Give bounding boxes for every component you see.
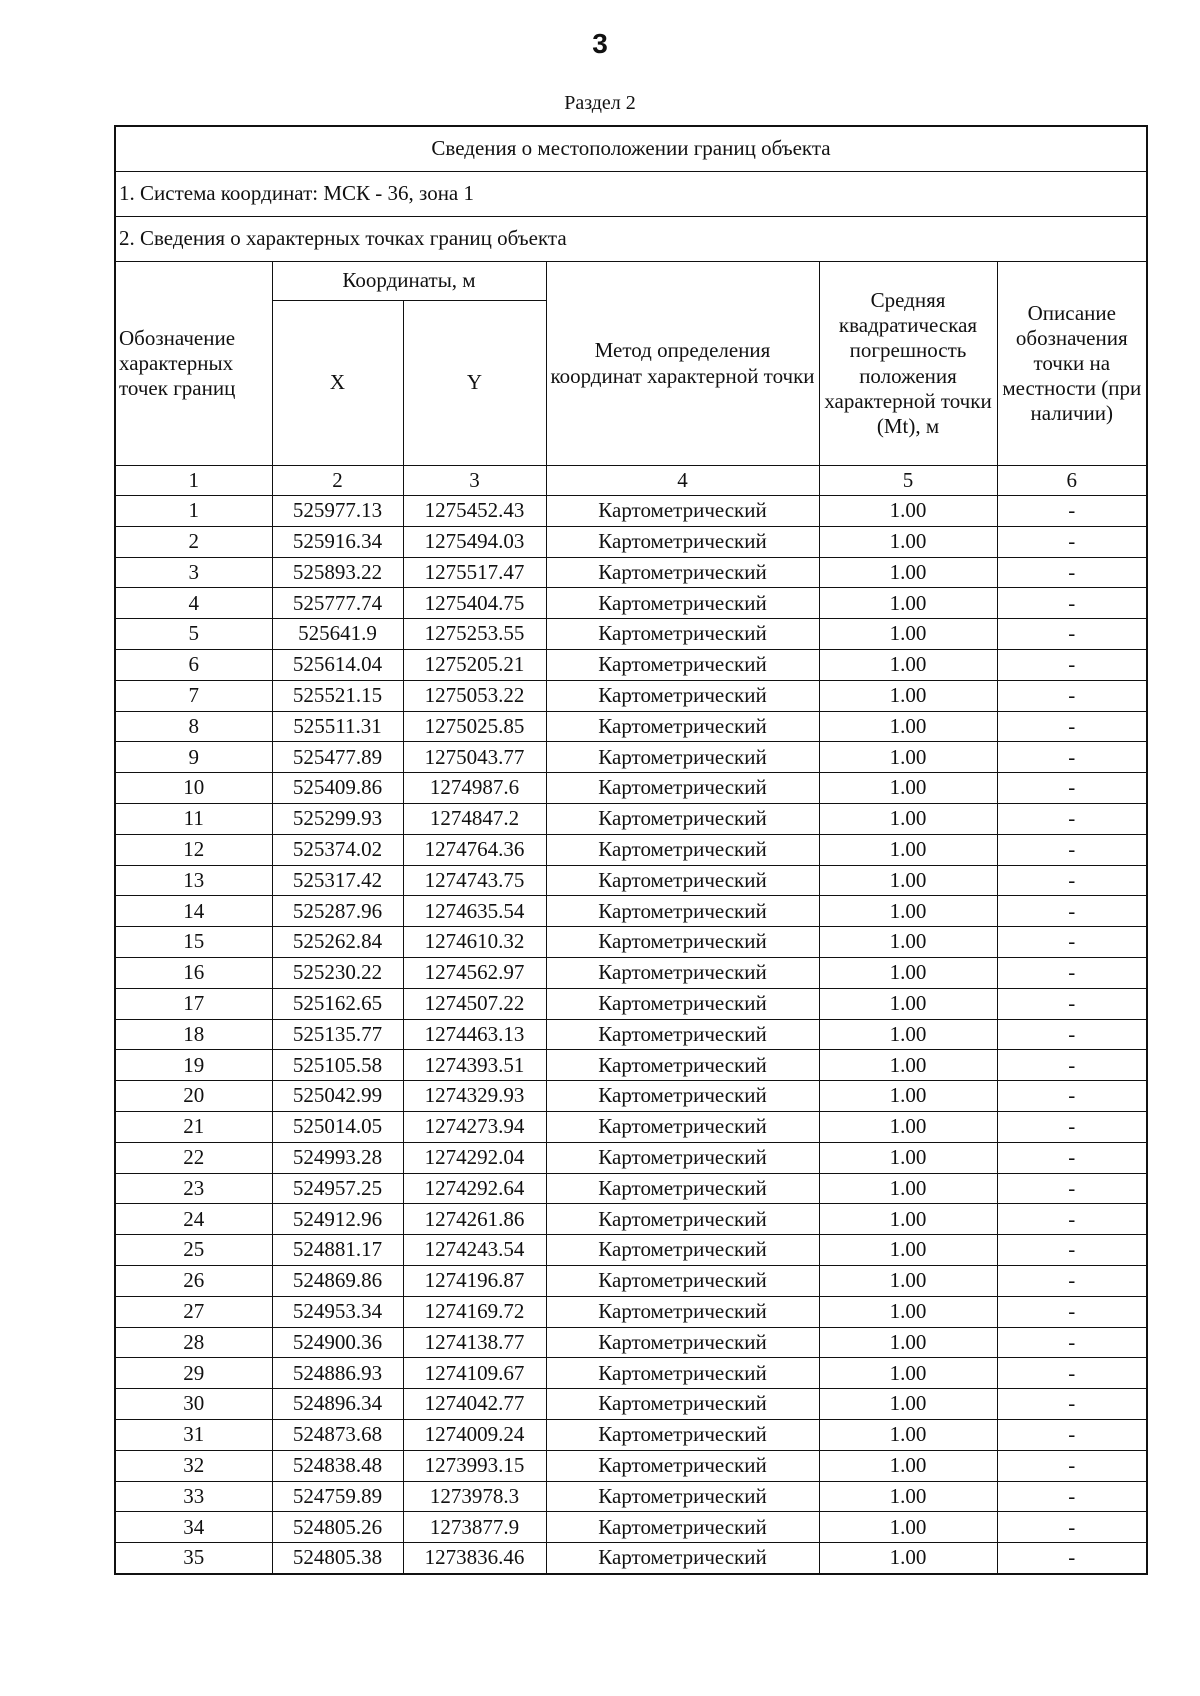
method-cell: Картометрический (546, 896, 819, 927)
method-cell: Картометрический (546, 834, 819, 865)
table-row (115, 927, 1147, 958)
error-cell: 1.00 (819, 711, 997, 742)
x-coordinate-cell: 525105.58 (272, 1050, 403, 1081)
table-row (115, 1142, 1147, 1173)
x-coordinate-cell: 524881.17 (272, 1235, 403, 1266)
error-cell: 1.00 (819, 1419, 997, 1450)
table-row (115, 1081, 1147, 1112)
method-cell: Картометрический (546, 1419, 819, 1450)
error-cell: 1.00 (819, 1142, 997, 1173)
method-cell: Картометрический (546, 1450, 819, 1481)
method-cell: Картометрический (546, 927, 819, 958)
description-cell: - (997, 1142, 1147, 1173)
y-coordinate-cell: 1274292.64 (403, 1173, 546, 1204)
y-coordinate-cell: 1274261.86 (403, 1204, 546, 1235)
point-number-cell: 8 (115, 711, 272, 742)
description-cell: - (997, 865, 1147, 896)
point-number-cell: 17 (115, 988, 272, 1019)
x-coordinate-cell: 525893.22 (272, 557, 403, 588)
error-cell: 1.00 (819, 1358, 997, 1389)
x-coordinate-cell: 524953.34 (272, 1296, 403, 1327)
method-cell: Картометрический (546, 773, 819, 804)
table-row (115, 1111, 1147, 1142)
error-cell: 1.00 (819, 1111, 997, 1142)
x-coordinate-cell: 524957.25 (272, 1173, 403, 1204)
column-number-cell: 3 (403, 466, 546, 496)
y-coordinate-cell: 1273978.3 (403, 1481, 546, 1512)
point-number-cell: 26 (115, 1265, 272, 1296)
error-cell: 1.00 (819, 742, 997, 773)
description-cell: - (997, 619, 1147, 650)
method-cell: Картометрический (546, 557, 819, 588)
y-coordinate-cell: 1274243.54 (403, 1235, 546, 1266)
method-cell: Картометрический (546, 1019, 819, 1050)
point-number-cell: 20 (115, 1081, 272, 1112)
point-number-cell: 16 (115, 957, 272, 988)
description-cell: - (997, 1512, 1147, 1543)
y-coordinate-cell: 1275452.43 (403, 496, 546, 527)
point-number-cell: 1 (115, 496, 272, 527)
description-cell: - (997, 711, 1147, 742)
x-coordinate-cell: 524886.93 (272, 1358, 403, 1389)
method-cell: Картометрический (546, 1389, 819, 1420)
table-row (115, 1235, 1147, 1266)
error-cell: 1.00 (819, 927, 997, 958)
description-cell: - (997, 557, 1147, 588)
method-cell: Картометрический (546, 1512, 819, 1543)
column-number-cell: 1 (115, 466, 272, 496)
error-cell: 1.00 (819, 680, 997, 711)
table-row (115, 588, 1147, 619)
x-coordinate-cell: 524805.38 (272, 1543, 403, 1574)
header-description: Описание обозначения точки на местности (при наличии) (997, 262, 1147, 466)
method-cell: Картометрический (546, 1173, 819, 1204)
error-cell: 1.00 (819, 1019, 997, 1050)
description-cell: - (997, 680, 1147, 711)
description-cell: - (997, 1296, 1147, 1327)
point-number-cell: 33 (115, 1481, 272, 1512)
table-row (115, 1419, 1147, 1450)
description-cell: - (997, 927, 1147, 958)
y-coordinate-cell: 1274463.13 (403, 1019, 546, 1050)
y-coordinate-cell: 1275494.03 (403, 526, 546, 557)
error-cell: 1.00 (819, 834, 997, 865)
y-coordinate-cell: 1273836.46 (403, 1543, 546, 1574)
x-coordinate-cell: 525777.74 (272, 588, 403, 619)
section-title: Раздел 2 (564, 92, 636, 114)
header-error: Средняя квадратическая погрешность положения характерной точки (Mt), м (819, 262, 997, 466)
description-cell: - (997, 742, 1147, 773)
x-coordinate-cell: 525287.96 (272, 896, 403, 927)
column-number-cell: 5 (819, 466, 997, 496)
y-coordinate-cell: 1275025.85 (403, 711, 546, 742)
point-number-cell: 7 (115, 680, 272, 711)
point-number-cell: 29 (115, 1358, 272, 1389)
x-coordinate-cell: 525521.15 (272, 680, 403, 711)
description-cell: - (997, 1235, 1147, 1266)
y-coordinate-cell: 1274507.22 (403, 988, 546, 1019)
description-cell: - (997, 957, 1147, 988)
x-coordinate-cell: 525477.89 (272, 742, 403, 773)
x-coordinate-cell: 525042.99 (272, 1081, 403, 1112)
y-coordinate-cell: 1273993.15 (403, 1450, 546, 1481)
y-coordinate-cell: 1274764.36 (403, 834, 546, 865)
point-number-cell: 13 (115, 865, 272, 896)
point-number-cell: 4 (115, 588, 272, 619)
error-cell: 1.00 (819, 649, 997, 680)
x-coordinate-cell: 524993.28 (272, 1142, 403, 1173)
table-row (115, 496, 1147, 527)
description-cell: - (997, 1419, 1147, 1450)
description-cell: - (997, 773, 1147, 804)
y-coordinate-cell: 1274987.6 (403, 773, 546, 804)
point-number-cell: 23 (115, 1173, 272, 1204)
boundary-points-table (114, 125, 1148, 1575)
error-cell: 1.00 (819, 557, 997, 588)
points-info-line: 2. Сведения о характерных точках границ объекта (115, 217, 1147, 262)
x-coordinate-cell: 525916.34 (272, 526, 403, 557)
table-row (115, 865, 1147, 896)
description-cell: - (997, 1081, 1147, 1112)
method-cell: Картометрический (546, 742, 819, 773)
point-number-cell: 22 (115, 1142, 272, 1173)
table-row (115, 1050, 1147, 1081)
point-number-cell: 15 (115, 927, 272, 958)
point-number-cell: 6 (115, 649, 272, 680)
method-cell: Картометрический (546, 1235, 819, 1266)
table-row (115, 1389, 1147, 1420)
point-number-cell: 31 (115, 1419, 272, 1450)
x-coordinate-cell: 525162.65 (272, 988, 403, 1019)
method-cell: Картометрический (546, 1081, 819, 1112)
method-cell: Картометрический (546, 957, 819, 988)
coordinate-system-line: 1. Система координат: МСК - 36, зона 1 (115, 172, 1147, 217)
table-row (115, 1543, 1147, 1574)
table-row (115, 1204, 1147, 1235)
error-cell: 1.00 (819, 526, 997, 557)
error-cell: 1.00 (819, 1543, 997, 1574)
error-cell: 1.00 (819, 619, 997, 650)
point-number-cell: 10 (115, 773, 272, 804)
y-coordinate-cell: 1275043.77 (403, 742, 546, 773)
point-number-cell: 12 (115, 834, 272, 865)
y-coordinate-cell: 1273877.9 (403, 1512, 546, 1543)
method-cell: Картометрический (546, 1481, 819, 1512)
y-coordinate-cell: 1274042.77 (403, 1389, 546, 1420)
y-coordinate-cell: 1275205.21 (403, 649, 546, 680)
error-cell: 1.00 (819, 496, 997, 527)
x-coordinate-cell: 525409.86 (272, 773, 403, 804)
point-number-cell: 11 (115, 803, 272, 834)
description-cell: - (997, 1050, 1147, 1081)
x-coordinate-cell: 525230.22 (272, 957, 403, 988)
method-cell: Картометрический (546, 1050, 819, 1081)
error-cell: 1.00 (819, 1081, 997, 1112)
error-cell: 1.00 (819, 1327, 997, 1358)
table-row (115, 1512, 1147, 1543)
method-cell: Картометрический (546, 680, 819, 711)
method-cell: Картометрический (546, 1265, 819, 1296)
column-numbers-row (115, 466, 1147, 496)
y-coordinate-cell: 1274393.51 (403, 1050, 546, 1081)
description-cell: - (997, 649, 1147, 680)
error-cell: 1.00 (819, 1512, 997, 1543)
method-cell: Картометрический (546, 619, 819, 650)
description-cell: - (997, 526, 1147, 557)
error-cell: 1.00 (819, 1450, 997, 1481)
error-cell: 1.00 (819, 988, 997, 1019)
method-cell: Картометрический (546, 588, 819, 619)
description-cell: - (997, 896, 1147, 927)
table-row (115, 1019, 1147, 1050)
error-cell: 1.00 (819, 1481, 997, 1512)
point-number-cell: 35 (115, 1543, 272, 1574)
description-cell: - (997, 1173, 1147, 1204)
error-cell: 1.00 (819, 1389, 997, 1420)
point-number-cell: 14 (115, 896, 272, 927)
method-cell: Картометрический (546, 1111, 819, 1142)
y-coordinate-cell: 1275053.22 (403, 680, 546, 711)
x-coordinate-cell: 525262.84 (272, 927, 403, 958)
description-cell: - (997, 1204, 1147, 1235)
table-row (115, 557, 1147, 588)
x-coordinate-cell: 524838.48 (272, 1450, 403, 1481)
y-coordinate-cell: 1274138.77 (403, 1327, 546, 1358)
table-row (115, 526, 1147, 557)
error-cell: 1.00 (819, 865, 997, 896)
y-coordinate-cell: 1274169.72 (403, 1296, 546, 1327)
header-designation: Обозначение характерных точек границ (115, 262, 272, 466)
table-row (115, 1265, 1147, 1296)
method-cell: Картометрический (546, 649, 819, 680)
x-coordinate-cell: 524912.96 (272, 1204, 403, 1235)
y-coordinate-cell: 1274329.93 (403, 1081, 546, 1112)
x-coordinate-cell: 524896.34 (272, 1389, 403, 1420)
point-number-cell: 25 (115, 1235, 272, 1266)
x-coordinate-cell: 524805.26 (272, 1512, 403, 1543)
point-number-cell: 28 (115, 1327, 272, 1358)
table-title: Сведения о местоположении границ объекта (115, 126, 1147, 172)
method-cell: Картометрический (546, 1204, 819, 1235)
x-coordinate-cell: 525374.02 (272, 834, 403, 865)
x-coordinate-cell: 525641.9 (272, 619, 403, 650)
point-number-cell: 27 (115, 1296, 272, 1327)
table-row (115, 1296, 1147, 1327)
table-row (115, 803, 1147, 834)
y-coordinate-cell: 1274847.2 (403, 803, 546, 834)
table-row (115, 1450, 1147, 1481)
error-cell: 1.00 (819, 803, 997, 834)
description-cell: - (997, 1543, 1147, 1574)
point-number-cell: 18 (115, 1019, 272, 1050)
table-row (115, 1327, 1147, 1358)
point-number-cell: 24 (115, 1204, 272, 1235)
header-coordinates: Координаты, м (272, 262, 546, 301)
y-coordinate-cell: 1274743.75 (403, 865, 546, 896)
column-number-cell: 2 (272, 466, 403, 496)
table-row (115, 680, 1147, 711)
table-row (115, 834, 1147, 865)
method-cell: Картометрический (546, 1142, 819, 1173)
table-row (115, 742, 1147, 773)
x-coordinate-cell: 525014.05 (272, 1111, 403, 1142)
x-coordinate-cell: 524900.36 (272, 1327, 403, 1358)
description-cell: - (997, 1389, 1147, 1420)
point-number-cell: 5 (115, 619, 272, 650)
header-y: Y (403, 301, 546, 466)
method-cell: Картометрический (546, 711, 819, 742)
header-x: X (272, 301, 403, 466)
point-number-cell: 21 (115, 1111, 272, 1142)
y-coordinate-cell: 1274196.87 (403, 1265, 546, 1296)
error-cell: 1.00 (819, 1050, 997, 1081)
method-cell: Картометрический (546, 526, 819, 557)
description-cell: - (997, 1358, 1147, 1389)
table-row (115, 1173, 1147, 1204)
description-cell: - (997, 988, 1147, 1019)
error-cell: 1.00 (819, 1265, 997, 1296)
y-coordinate-cell: 1275404.75 (403, 588, 546, 619)
y-coordinate-cell: 1274109.67 (403, 1358, 546, 1389)
method-cell: Картометрический (546, 1327, 819, 1358)
error-cell: 1.00 (819, 896, 997, 927)
x-coordinate-cell: 525299.93 (272, 803, 403, 834)
y-coordinate-cell: 1274292.04 (403, 1142, 546, 1173)
method-cell: Картометрический (546, 496, 819, 527)
y-coordinate-cell: 1274273.94 (403, 1111, 546, 1142)
method-cell: Картометрический (546, 865, 819, 896)
error-cell: 1.00 (819, 1173, 997, 1204)
description-cell: - (997, 1450, 1147, 1481)
table-row (115, 711, 1147, 742)
description-cell: - (997, 496, 1147, 527)
method-cell: Картометрический (546, 1296, 819, 1327)
y-coordinate-cell: 1274635.54 (403, 896, 546, 927)
point-number-cell: 3 (115, 557, 272, 588)
x-coordinate-cell: 524759.89 (272, 1481, 403, 1512)
point-number-cell: 34 (115, 1512, 272, 1543)
header-method: Метод определения координат характерной точки (546, 262, 819, 466)
x-coordinate-cell: 524873.68 (272, 1419, 403, 1450)
description-cell: - (997, 1111, 1147, 1142)
table-row (115, 896, 1147, 927)
point-number-cell: 32 (115, 1450, 272, 1481)
x-coordinate-cell: 525977.13 (272, 496, 403, 527)
description-cell: - (997, 1019, 1147, 1050)
x-coordinate-cell: 525511.31 (272, 711, 403, 742)
method-cell: Картометрический (546, 803, 819, 834)
point-number-cell: 2 (115, 526, 272, 557)
y-coordinate-cell: 1275517.47 (403, 557, 546, 588)
table-row (115, 988, 1147, 1019)
table-row (115, 773, 1147, 804)
page-number: 3 (592, 28, 608, 59)
x-coordinate-cell: 525614.04 (272, 649, 403, 680)
description-cell: - (997, 1327, 1147, 1358)
method-cell: Картометрический (546, 1358, 819, 1389)
error-cell: 1.00 (819, 588, 997, 619)
description-cell: - (997, 803, 1147, 834)
table-row (115, 619, 1147, 650)
description-cell: - (997, 1265, 1147, 1296)
point-number-cell: 19 (115, 1050, 272, 1081)
table-row (115, 1358, 1147, 1389)
column-number-cell: 4 (546, 466, 819, 496)
error-cell: 1.00 (819, 773, 997, 804)
table-row (115, 649, 1147, 680)
table-row (115, 1481, 1147, 1512)
y-coordinate-cell: 1274610.32 (403, 927, 546, 958)
error-cell: 1.00 (819, 1296, 997, 1327)
description-cell: - (997, 1481, 1147, 1512)
table-row (115, 957, 1147, 988)
error-cell: 1.00 (819, 957, 997, 988)
method-cell: Картометрический (546, 988, 819, 1019)
method-cell: Картометрический (546, 1543, 819, 1574)
description-cell: - (997, 588, 1147, 619)
y-coordinate-cell: 1274009.24 (403, 1419, 546, 1450)
point-number-cell: 9 (115, 742, 272, 773)
x-coordinate-cell: 525135.77 (272, 1019, 403, 1050)
y-coordinate-cell: 1274562.97 (403, 957, 546, 988)
point-number-cell: 30 (115, 1389, 272, 1420)
description-cell: - (997, 834, 1147, 865)
error-cell: 1.00 (819, 1204, 997, 1235)
y-coordinate-cell: 1275253.55 (403, 619, 546, 650)
x-coordinate-cell: 524869.86 (272, 1265, 403, 1296)
column-number-cell: 6 (997, 466, 1147, 496)
error-cell: 1.00 (819, 1235, 997, 1266)
x-coordinate-cell: 525317.42 (272, 865, 403, 896)
